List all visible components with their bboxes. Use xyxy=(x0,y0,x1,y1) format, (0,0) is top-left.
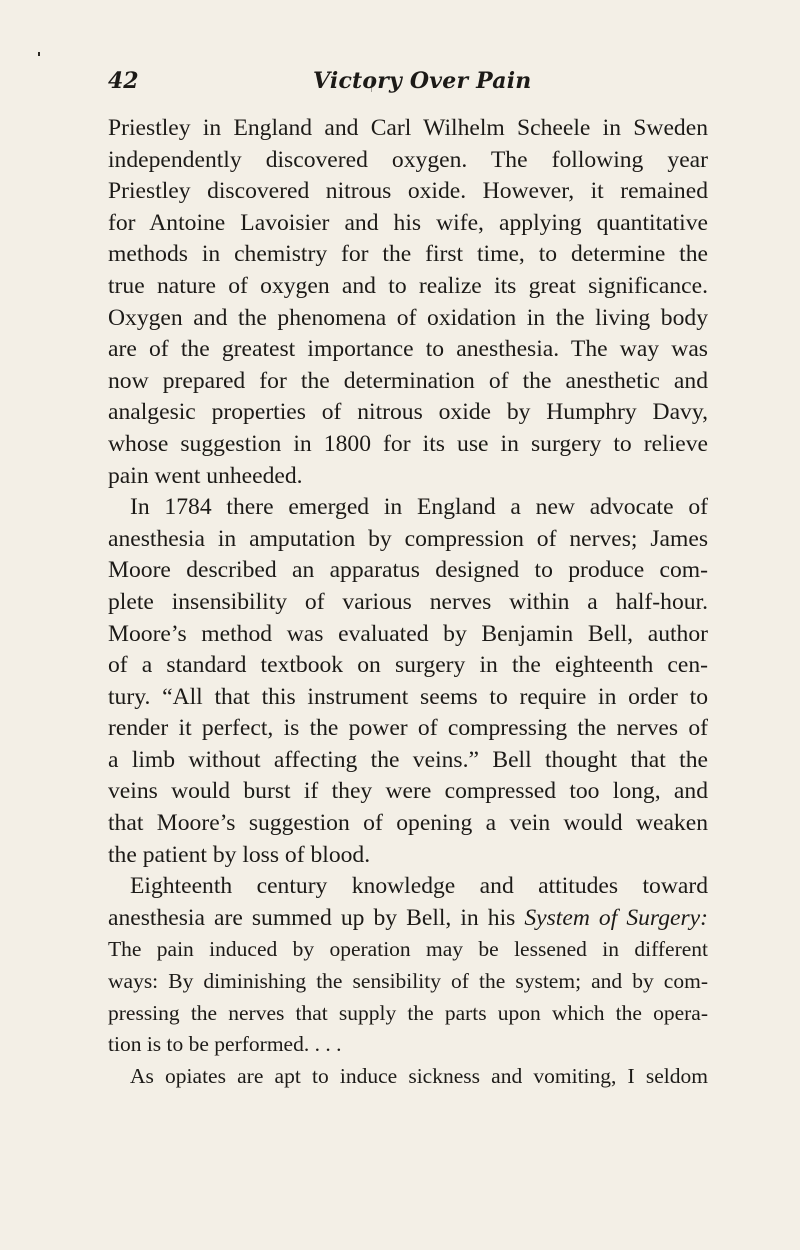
text-line: anesthesia in amputation by compression of nerves; James xyxy=(108,525,708,552)
text-line: render it perfect, is the power of compressing the nerves of xyxy=(108,715,708,742)
book-title-italic: System of Surgery: xyxy=(524,904,708,931)
text-line xyxy=(108,903,708,935)
text-line: Priestley in England and Carl Wilhelm Scheele in Sweden xyxy=(108,115,708,141)
text-line: for Antoine Lavoisier and his wife, applying quantitative xyxy=(108,209,708,236)
quote-line: The pain induced by operation may be lessened in different xyxy=(108,937,708,962)
text-line: methods in chemistry for the first time, to determine the xyxy=(108,241,708,268)
quote-line: tion is to be performed. . . . xyxy=(108,1032,342,1057)
text-line: pain went unheeded. xyxy=(108,462,303,489)
text-line: veins would burst if they were compressed too long, and xyxy=(108,778,708,805)
text-line: whose suggestion in 1800 for its use in surgery to relieve xyxy=(108,430,708,457)
text-line: In 1784 there emerged in England a new advocate of xyxy=(130,494,708,521)
text-line: now prepared for the determination of the anesthetic and xyxy=(108,367,708,394)
text-line: Priestley discovered nitrous oxide. However, it remained xyxy=(108,178,708,205)
running-title: Victory Over Pain xyxy=(313,68,532,94)
text-line: Moore’s method was evaluated by Benjamin Bell, author xyxy=(108,620,708,647)
margin-speck xyxy=(38,52,40,56)
text-line: Oxygen and the phenomena of oxidation in the living body xyxy=(108,304,708,331)
text-line: of a standard textbook on surgery in the eighteenth cen- xyxy=(108,652,708,679)
page-number: 42 xyxy=(108,68,139,94)
running-head xyxy=(108,68,708,104)
text-line-start: anesthesia are summed up by Bell, in his xyxy=(108,904,525,931)
text-line: a limb without affecting the veins.” Bell thought that the xyxy=(108,746,708,773)
body-text xyxy=(108,113,708,1092)
text-line: Moore described an apparatus designed to produce com- xyxy=(108,557,708,584)
text-line: plete insensibility of various nerves within a half-hour. xyxy=(108,588,708,615)
text-line: are of the greatest importance to anesthesia. The way was xyxy=(108,336,708,363)
text-line: independently discovered oxygen. The following year xyxy=(108,146,708,173)
text-line: Eighteenth century knowledge and attitudes toward xyxy=(130,873,708,900)
margin-speck xyxy=(371,78,372,92)
quote-line: pressing the nerves that supply the parts upon which the opera- xyxy=(108,1000,708,1025)
text-line: analgesic properties of nitrous oxide by Humphry Davy, xyxy=(108,399,708,426)
text-line: the patient by loss of blood. xyxy=(108,841,371,868)
text-line: that Moore’s suggestion of opening a vein would weaken xyxy=(108,810,708,837)
text-line: tury. “All that this instrument seems to require in order to xyxy=(108,683,708,710)
text-line: true nature of oxygen and to realize its great significance. xyxy=(108,272,708,299)
quote-line: As opiates are apt to induce sickness and vomiting, I seldom xyxy=(130,1063,708,1088)
quote-line: ways: By diminishing the sensibility of the system; and by com- xyxy=(108,969,708,994)
